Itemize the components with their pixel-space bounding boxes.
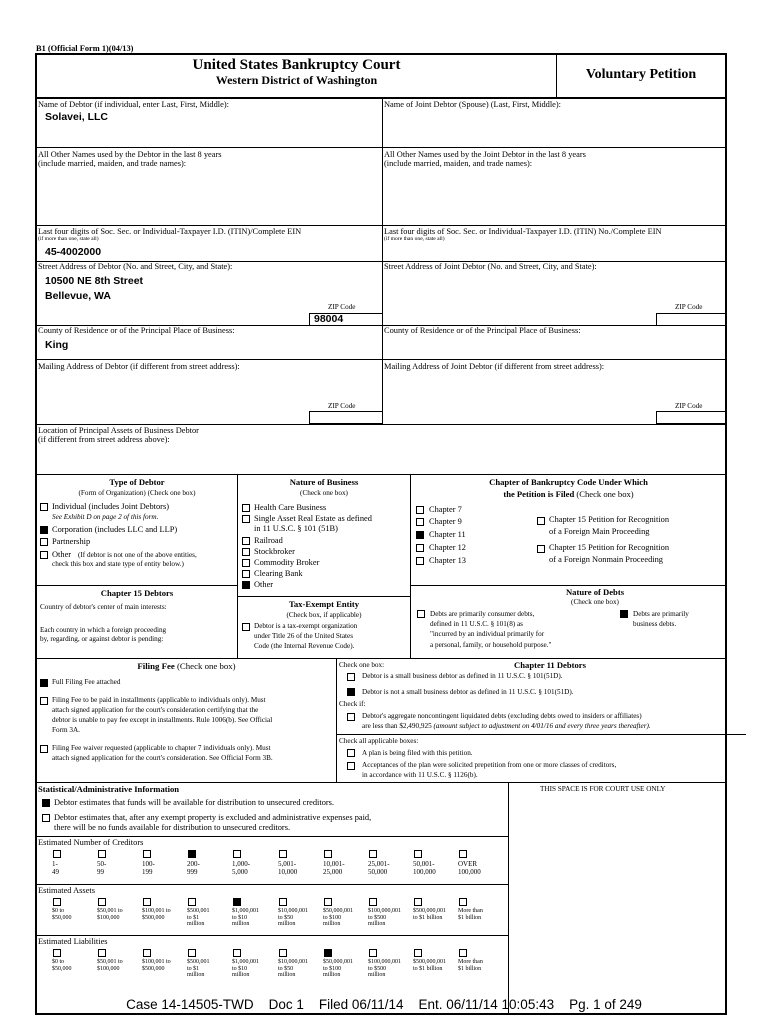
debtor-ein-label: Last four digits of Soc. Sec. or Individual-Taxpayer I.D. (ITIN)/Complete EIN (38, 227, 302, 236)
debtor-zip: 98004 (314, 313, 344, 325)
liabilities-option-label: $0 to $50,000 (52, 959, 72, 972)
tax-exempt-title: Tax-Exempt Entity (288, 599, 360, 609)
nature-business-label: Stockbroker (254, 547, 295, 556)
location-label: Location of Principal Assets of Business Debtor (38, 426, 199, 435)
consumer-debts-line3: "incurred by an individual primarily for (430, 630, 545, 638)
creditors-checkbox[interactable] (459, 850, 467, 858)
debtor-ein: 45-4002000 (45, 246, 102, 258)
liabilities-label: Estimated Liabilities (38, 937, 108, 946)
liabilities-checkbox[interactable] (414, 949, 422, 957)
individual-note: See Exhibit D on page 2 of this form. (52, 513, 159, 521)
debtor-county-label: County of Residence or of the Principal Place of Business: (38, 326, 235, 335)
creditors-option-label: 1- 49 (52, 860, 59, 876)
chapter-checkbox[interactable] (416, 518, 424, 526)
district: Western District of Washington (215, 73, 378, 87)
liabilities-option-label: $500,001 to $1 million (187, 959, 210, 978)
business-debts-line1: Debts are primarily (633, 610, 689, 618)
assets-option-label: $1,000,001 to $10 million (232, 908, 259, 927)
joint-ein-sub: (if more than one, state all) (384, 236, 445, 242)
chapter-label: Chapter 13 (429, 556, 466, 565)
liabilities-checkbox[interactable] (324, 949, 332, 957)
ch15-main-label2: of a Foreign Main Proceeding (549, 527, 650, 536)
nature-business-checkbox[interactable] (242, 570, 250, 578)
installments-line2: attach signed application for the court's consideration certifying that the (52, 706, 259, 714)
liabilities-checkbox[interactable] (279, 949, 287, 957)
debtor-name-label: Name of Debtor (if individual, enter Last, First, Middle): (38, 100, 229, 109)
filing-fee-title-bold: Filing Fee (137, 661, 175, 671)
chapter15-proceeding-label: Each country in which a foreign proceeding (40, 626, 167, 634)
check-one-box: Check one box: (339, 661, 385, 669)
corporation-label: Corporation (includes LLC and LLP) (52, 525, 178, 534)
joint-other-names-label: All Other Names used by the Joint Debtor in the last 8 years (384, 150, 586, 159)
assets-label: Estimated Assets (38, 886, 95, 895)
nature-business-checkbox[interactable] (242, 548, 250, 556)
chapter-checkbox[interactable] (416, 506, 424, 514)
funds-available-checkbox[interactable] (42, 799, 50, 807)
liabilities-option-label: $50,001 to $100,000 (97, 959, 123, 972)
partnership-label: Partnership (52, 537, 91, 546)
chapter-title2 (411, 489, 726, 499)
creditors-option-label: 100- 199 (142, 860, 155, 876)
ch15-nonmain-label: Chapter 15 Petition for Recognition (549, 543, 670, 552)
aggregate-debts-note: (amount subject to adjustment on 4/01/16 and every three years thereafter). (433, 722, 651, 730)
form-id: B1 (Official Form 1)(04/13) (36, 44, 134, 53)
debtor-city: Bellevue, WA (45, 290, 111, 302)
nature-business-label: Single Asset Real Estate as defined (254, 514, 372, 523)
joint-zip-label: ZIP Code (675, 303, 703, 311)
creditors-checkbox[interactable] (188, 850, 196, 858)
other-entity-checkbox[interactable] (40, 551, 48, 559)
creditors-checkbox[interactable] (143, 850, 151, 858)
small-business-label: Debtor is a small business debtor as defined in 11 U.S.C. § 101(51D). (362, 672, 563, 680)
joint-county-label: County of Residence or of the Principal Place of Business: (384, 326, 581, 335)
liabilities-option-label: $500,000,001 to $1 billion (413, 959, 446, 972)
assets-option-label: $0 to $50,000 (52, 908, 72, 921)
waiver-line2: attach signed application for the court's consideration. See Official Form 3B. (52, 754, 273, 762)
chapter-label: Chapter 9 (429, 517, 462, 526)
assets-option-label: $50,001 to $100,000 (97, 908, 123, 921)
consumer-debts-checkbox[interactable] (417, 610, 425, 618)
assets-checkbox[interactable] (279, 898, 287, 906)
debtor-county: King (45, 339, 69, 351)
other-entity-note: (If debtor is not one of the above entities, (78, 551, 197, 559)
creditors-checkbox[interactable] (53, 850, 61, 858)
court-name: United States Bankruptcy Court (192, 57, 401, 73)
tax-exempt-checkbox[interactable] (242, 623, 250, 631)
funds-available-label: Debtor estimates that funds will be available for distribution to unsecured creditors. (54, 798, 335, 807)
filing-fee-title-note: (Check one box) (176, 661, 236, 671)
business-debts-line2: business debts. (633, 620, 677, 628)
assets-checkbox[interactable] (233, 898, 241, 906)
type-of-debtor-subtitle: (Form of Organization) (Check one box) (78, 489, 196, 497)
consumer-debts-line2: defined in 11 U.S.C. § 101(8) as (430, 620, 523, 628)
liabilities-option-label: $50,000,001 to $100 million (323, 959, 353, 978)
installments-checkbox[interactable] (40, 697, 48, 705)
waiver-line1: Filing Fee waiver requested (applicable to chapter 7 individuals only). Must (52, 744, 271, 752)
chapter-label: Chapter 7 (429, 505, 462, 514)
other-entity-label: Other (52, 550, 72, 559)
chapter11-title: Chapter 11 Debtors (514, 660, 586, 670)
debtor-other-names-label2: (include married, maiden, and trade names): (38, 159, 187, 168)
assets-option-label: $100,001 to $500,000 (142, 908, 171, 921)
nature-business-checkbox[interactable] (242, 581, 250, 589)
tax-exempt-line1: Debtor is a tax-exempt organization (254, 622, 358, 630)
liabilities-checkbox[interactable] (233, 949, 241, 957)
nature-business-label: Railroad (254, 536, 283, 545)
assets-checkbox[interactable] (459, 898, 467, 906)
creditors-option-label: 50,001- 100,000 (413, 860, 436, 876)
creditors-option-label: OVER 100,000 (458, 860, 481, 876)
nature-business-checkbox[interactable] (242, 515, 250, 523)
individual-label: Individual (includes Joint Debtors) (52, 502, 169, 511)
creditors-option-label: 5,001- 10,000 (278, 860, 298, 876)
check-if: Check if: (339, 700, 366, 708)
type-of-debtor-title: Type of Debtor (109, 477, 165, 487)
debtor-name: Solavei, LLC (45, 111, 109, 123)
liabilities-option-label: $100,000,001 to $500 million (368, 959, 401, 978)
consumer-debts-line1: Debts are primarily consumer debts, (430, 610, 535, 618)
business-debts-checkbox[interactable] (620, 610, 628, 618)
creditors-checkbox[interactable] (369, 850, 377, 858)
assets-checkbox[interactable] (324, 898, 332, 906)
not-small-business-label: Debtor is not a small business debtor as defined in 11 U.S.C. § 101(51D). (362, 688, 574, 696)
aggregate-debts-line1: Debtor's aggregate noncontingent liquidated debts (excluding debts owed to insiders or affiliates) (362, 712, 642, 720)
statistical-title: Statistical/Administrative Information (38, 784, 180, 794)
nature-business-checkbox[interactable] (242, 559, 250, 567)
assets-checkbox[interactable] (414, 898, 422, 906)
assets-checkbox[interactable] (98, 898, 106, 906)
tax-exempt-line3: Code (the Internal Revenue Code). (254, 642, 355, 650)
assets-checkbox[interactable] (369, 898, 377, 906)
chapter-title2-bold: the Petition is Filed (503, 489, 575, 499)
liabilities-option-label: $100,001 to $500,000 (142, 959, 171, 972)
court-use-only: THIS SPACE IS FOR COURT USE ONLY (540, 785, 666, 793)
ch15-nonmain-checkbox[interactable] (537, 545, 545, 553)
creditors-checkbox[interactable] (279, 850, 287, 858)
debtor-mailing-zip-box (309, 411, 383, 424)
joint-address-label: Street Address of Joint Debtor (No. and Street, City, and State): (384, 262, 597, 271)
ch15-main-checkbox[interactable] (537, 517, 545, 525)
no-funds-checkbox[interactable] (42, 814, 50, 822)
creditors-checkbox[interactable] (324, 850, 332, 858)
joint-mailing-zip-label: ZIP Code (675, 402, 703, 410)
chapter-label: Chapter 12 (429, 543, 466, 552)
plan-filed-label: A plan is being filed with this petition. (362, 749, 473, 757)
other-entity-note2: check this box and state type of entity below.) (52, 560, 184, 568)
tax-exempt-subtitle: (Check box, if applicable) (286, 611, 362, 619)
chapter-checkbox[interactable] (416, 544, 424, 552)
chapter-checkbox[interactable] (416, 531, 424, 539)
acceptances-line2: in accordance with 11 U.S.C. § 1126(b). (362, 771, 478, 779)
joint-mailing-zip-box (656, 411, 727, 424)
liabilities-checkbox[interactable] (53, 949, 61, 957)
aggregate-debts-line2 (362, 722, 651, 730)
assets-option-label: More than $1 billion (458, 908, 483, 921)
installments-line4: Form 3A. (52, 726, 80, 734)
liabilities-option-label: More than $1 billion (458, 959, 483, 972)
liabilities-checkbox[interactable] (188, 949, 196, 957)
joint-name-label: Name of Joint Debtor (Spouse) (Last, First, Middle): (384, 100, 562, 109)
debtor-address-label: Street Address of Debtor (No. and Street, City, and State): (38, 262, 233, 271)
installments-line3: debtor is unable to pay fee except in installments. Rule 1006(b). See Official (52, 716, 273, 724)
tax-exempt-line2: under Title 26 of the United States (254, 632, 354, 640)
assets-checkbox[interactable] (53, 898, 61, 906)
small-business-checkbox[interactable] (347, 673, 355, 681)
ch15-main-label: Chapter 15 Petition for Recognition (549, 515, 670, 524)
chapter15-title: Chapter 15 Debtors (100, 588, 174, 598)
chapter-label: Chapter 11 (429, 530, 466, 539)
nature-debts-title: Nature of Debts (565, 587, 625, 597)
creditors-option-label: 50- 99 (97, 860, 107, 876)
waiver-checkbox[interactable] (40, 745, 48, 753)
creditors-checkbox[interactable] (414, 850, 422, 858)
debtor-ein-sub: (if more than one, state all) (38, 236, 99, 242)
petition-title: Voluntary Petition (585, 67, 697, 82)
no-funds-line1: Debtor estimates that, after any exempt property is excluded and administrative expenses paid, (54, 813, 372, 822)
chapter-checkbox[interactable] (416, 557, 424, 565)
creditors-option-label: 200- 999 (187, 860, 200, 876)
debtor-other-names-label: All Other Names used by the Debtor in the last 8 years (38, 150, 222, 159)
debtor-mailing-zip-label: ZIP Code (328, 402, 356, 410)
liabilities-checkbox[interactable] (98, 949, 106, 957)
nature-business-checkbox[interactable] (242, 537, 250, 545)
plan-filed-checkbox[interactable] (347, 749, 355, 757)
creditors-option-label: 1,000- 5,000 (232, 860, 251, 876)
nature-business-subtitle: (Check one box) (300, 489, 348, 497)
assets-option-label: $500,000,001 to $1 billion (413, 908, 446, 921)
creditors-label: Estimated Number of Creditors (38, 838, 144, 847)
acceptances-checkbox[interactable] (347, 762, 355, 770)
full-fee-label: Full Filing Fee attached (52, 678, 121, 686)
not-small-business-checkbox[interactable] (347, 688, 355, 696)
installments-line1: Filing Fee to be paid in installments (applicable to individuals only). Must (52, 696, 266, 704)
consumer-debts-line4: a personal, family, or household purpose." (430, 641, 552, 649)
chapter-title2-note: (Check one box) (576, 489, 634, 499)
nature-business-label: Other (254, 580, 274, 589)
partnership-checkbox[interactable] (40, 538, 48, 546)
creditors-option-label: 25,001- 50,000 (368, 860, 390, 876)
joint-other-names-label2: (include married, maiden, and trade names): (384, 159, 533, 168)
nature-business-title: Nature of Business (289, 477, 359, 487)
nature-debts-subtitle: (Check one box) (571, 598, 619, 606)
location-label2: (if different from street address above): (38, 435, 170, 444)
chapter15-proceeding-label2: by, regarding, or against debtor is pending: (40, 635, 164, 643)
assets-checkbox[interactable] (188, 898, 196, 906)
nature-business-label: Clearing Bank (254, 569, 303, 578)
filing-fee-title (37, 661, 336, 671)
chapter15-country-label: Country of debtor's center of main interests: (40, 603, 167, 611)
corporation-checkbox[interactable] (40, 526, 48, 534)
liabilities-checkbox[interactable] (143, 949, 151, 957)
liabilities-option-label: $1,000,001 to $10 million (232, 959, 259, 978)
nature-business-checkbox[interactable] (242, 504, 250, 512)
debtor-zip-label: ZIP Code (328, 303, 356, 311)
assets-option-label: $10,000,001 to $50 million (278, 908, 308, 927)
check-all-boxes: Check all applicable boxes: (339, 737, 419, 745)
joint-ein-label: Last four digits of Soc. Sec. or Individual-Taxpayer I.D. (ITIN) No./Complete EIN (384, 227, 662, 236)
nature-business-label: Commodity Broker (254, 558, 320, 567)
debtor-mailing-label: Mailing Address of Debtor (if different from street address): (38, 362, 240, 371)
creditors-checkbox[interactable] (233, 850, 241, 858)
debtor-street: 10500 NE 8th Street (45, 275, 144, 287)
aggregate-debts-checkbox[interactable] (347, 713, 355, 721)
ch15-nonmain-label2: of a Foreign Nonmain Proceeding (549, 555, 663, 564)
joint-mailing-label: Mailing Address of Joint Debtor (if different from street address): (384, 362, 605, 371)
nature-business-label: Health Care Business (254, 503, 327, 512)
single-asset-continuation: in 11 U.S.C. § 101 (51B) (254, 524, 338, 533)
assets-option-label: $500,001 to $1 million (187, 908, 210, 927)
acceptances-line1: Acceptances of the plan were solicited prepetition from one or more classes of creditors, (362, 761, 617, 769)
creditors-option-label: 10,001- 25,000 (323, 860, 345, 876)
assets-checkbox[interactable] (143, 898, 151, 906)
chapter-title: Chapter of Bankruptcy Code Under Which (489, 477, 648, 487)
assets-option-label: $50,000,001 to $100 million (323, 908, 353, 927)
full-fee-checkbox[interactable] (40, 679, 48, 687)
individual-checkbox[interactable] (40, 503, 48, 511)
case-footer: Case 14-14505-TWD Doc 1 Filed 06/11/14 Ent. 06/11/14 10:05:43 Pg. 1 of 249 (126, 997, 642, 1012)
liabilities-option-label: $10,000,001 to $50 million (278, 959, 308, 978)
assets-option-label: $100,000,001 to $500 million (368, 908, 401, 927)
creditors-checkbox[interactable] (98, 850, 106, 858)
no-funds-line2: there will be no funds available for distribution to unsecured creditors. (54, 823, 291, 832)
liabilities-checkbox[interactable] (369, 949, 377, 957)
aggregate-debts-amount: are less than $2,490,925 (362, 722, 432, 730)
liabilities-checkbox[interactable] (459, 949, 467, 957)
